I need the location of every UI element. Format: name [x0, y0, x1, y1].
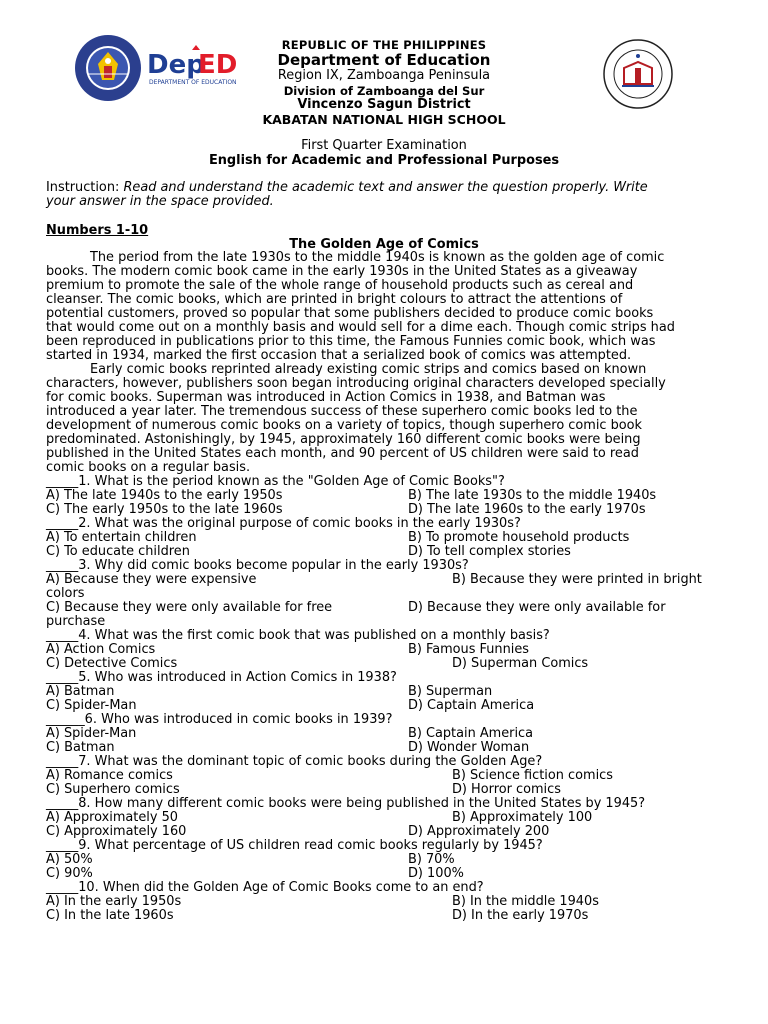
option-d: D) The late 1960s to the early 1970s [408, 502, 646, 517]
instruction-lead: Instruction: [46, 180, 124, 195]
republic-line: REPUBLIC OF THE PHILIPPINES [281, 38, 487, 52]
option-d: D) Wonder Woman [408, 740, 530, 755]
options-row [46, 545, 736, 559]
option-c: C) Superhero comics [46, 782, 180, 797]
letterhead-text [150, 38, 618, 127]
department-line: Department of Education [277, 51, 491, 70]
passage-line: potential customers, proved so popular that some publishers decided to produce comic books [46, 305, 654, 321]
option-b: B) Science fiction comics [452, 768, 613, 783]
options-row [46, 783, 736, 797]
passage-line: Early comic books reprinted already existing comic strips and comics based on known [90, 362, 647, 377]
option-b: B) 70% [408, 852, 455, 867]
passage-paragraph-1 [46, 251, 736, 363]
option-b: B) To promote household products [408, 530, 630, 545]
option-a: A) 50% [46, 852, 93, 867]
options-row [46, 909, 736, 923]
passage-line: predominated. Astonishingly, by 1945, approximately 160 different comic books were being [46, 431, 641, 447]
passage-line: been reproduced in publications prior to this time, the Famous Funnies comic book, which was [46, 333, 656, 349]
option-d: D) Superman Comics [452, 656, 589, 671]
option-d: D) Approximately 200 [408, 824, 550, 839]
option-c: C) Because they were only available for free [46, 600, 333, 615]
options-row [46, 503, 736, 517]
passage-line: characters, however, publishers soon began introducing original characters developed specially [46, 375, 666, 391]
passage-line: The period from the late 1930s to the middle 1940s is known as the golden age of comic [90, 250, 665, 265]
option-a: A) The late 1940s to the early 1950s [46, 488, 283, 503]
passage-title: The Golden Age of Comics [289, 237, 479, 252]
option-c: C) Approximately 160 [46, 824, 187, 839]
option-a: A) To entertain children [46, 530, 197, 545]
option-a: A) Romance comics [46, 768, 173, 783]
passage-line: introduced a year later. The tremendous success of these superhero comic books led to the [46, 403, 638, 419]
question-6: ______6. Who was introduced in comic books in 1939? [46, 712, 393, 727]
question-list [46, 475, 736, 923]
option-b-continued: colors [46, 586, 85, 601]
option-a: A) In the early 1950s [46, 894, 182, 909]
options-row [46, 601, 736, 615]
deped-seal-icon [74, 34, 142, 102]
question-1: _____1. What is the period known as the "Golden Age of Comic Books"? [46, 474, 505, 489]
option-c: C) Batman [46, 740, 115, 755]
question-9: _____9. What percentage of US children read comic books regularly by 1945? [46, 838, 543, 853]
option-b: B) Captain America [408, 726, 534, 741]
question-2: _____2. What was the original purpose of comic books in the early 1930s? [46, 516, 521, 531]
options-row [46, 867, 736, 881]
question-8: _____8. How many different comic books were being published in the United States by 1945? [46, 796, 646, 811]
option-a: A) Because they were expensive [46, 572, 257, 587]
options-row [46, 727, 736, 741]
options-row [46, 741, 736, 755]
district-line: Vincenzo Sagun District [297, 97, 471, 113]
svg-text:Dep: Dep [147, 50, 205, 80]
exam-heading [0, 139, 768, 168]
option-b: B) In the middle 1940s [452, 894, 599, 909]
option-d: D) Because they were only available for [408, 600, 666, 615]
option-a: A) Action Comics [46, 642, 156, 657]
options-row [46, 853, 736, 867]
options-row [46, 685, 736, 699]
option-d: D) Captain America [408, 698, 535, 713]
region-line: Region IX, Zamboanga Peninsula [277, 68, 491, 84]
question-3: _____3. Why did comic books become popular in the early 1930s? [46, 558, 469, 573]
passage-line: premium to promote the sale of the whole range of household products such as cereal and [46, 277, 634, 293]
school-line: KABATAN NATIONAL HIGH SCHOOL [262, 111, 506, 127]
svg-text:ED: ED [198, 50, 238, 80]
option-d: D) 100% [408, 866, 464, 881]
options-row [46, 573, 736, 587]
options-row [46, 769, 736, 783]
options-row [46, 643, 736, 657]
school-seal-icon [602, 38, 674, 110]
option-c: C) To educate children [46, 544, 190, 559]
option-b: B) The late 1930s to the middle 1940s [408, 488, 657, 503]
instruction-line-1: Read and understand the academic text and answer the question properly. Write [123, 180, 648, 195]
section-numbers: Numbers 1-10 [46, 223, 149, 238]
option-c: C) 90% [46, 866, 93, 881]
option-c: C) Spider-Man [46, 698, 137, 713]
options-row [46, 825, 736, 839]
options-row [46, 657, 736, 671]
exam-subject: English for Academic and Professional Purposes [208, 152, 560, 168]
passage-line: that would come out on a monthly basis and would sell for a dime each. Though comic strips had [46, 319, 675, 335]
option-b: B) Superman [408, 684, 493, 699]
option-d: D) Horror comics [452, 782, 561, 797]
instruction-line-2: your answer in the space provided. [46, 194, 274, 210]
options-row [46, 895, 736, 909]
passage-line: cleanser. The comic books, which are printed in bright colours to attract the attentions of [46, 291, 623, 307]
option-d: D) To tell complex stories [408, 544, 571, 559]
passage-paragraph-2 [46, 363, 736, 475]
option-a: A) Spider-Man [46, 726, 137, 741]
options-row [46, 489, 736, 503]
division-line: Division of Zamboanga del Sur [283, 83, 485, 98]
option-b: B) Because they were printed in bright [452, 572, 702, 587]
option-c: C) Detective Comics [46, 656, 178, 671]
options-row [46, 811, 736, 825]
passage-line: published in the United States each month, and 90 percent of US children were said to read [46, 445, 639, 461]
option-d: D) In the early 1970s [452, 908, 589, 923]
option-c: C) The early 1950s to the late 1960s [46, 502, 283, 517]
option-a: A) Batman [46, 684, 115, 699]
instruction [46, 181, 736, 210]
passage-line: books. The modern comic book came in the early 1930s in the United States as a giveaway [46, 263, 638, 279]
letterhead [0, 34, 768, 134]
option-c: C) In the late 1960s [46, 908, 174, 923]
options-row [46, 699, 736, 713]
passage-line: development of numerous comic books on a variety of topics, though superhero comic book [46, 417, 643, 433]
option-a: A) Approximately 50 [46, 810, 178, 825]
exam-title: First Quarter Examination [301, 138, 467, 153]
svg-text:DEPARTMENT OF EDUCATION: DEPARTMENT OF EDUCATION [149, 79, 237, 86]
passage-line: for comic books. Superman was introduced in Action Comics in 1938, and Batman was [46, 389, 606, 405]
option-b: B) Approximately 100 [452, 810, 593, 825]
option-d-continued: purchase [46, 614, 106, 629]
option-b: B) Famous Funnies [408, 642, 529, 657]
question-7: _____7. What was the dominant topic of comic books during the Golden Age? [46, 754, 543, 769]
question-4: _____4. What was the first comic book that was published on a monthly basis? [46, 628, 550, 643]
passage-line: started in 1934, marked the first occasion that a serialized book of comics was attempted. [46, 347, 632, 363]
options-row [46, 531, 736, 545]
passage-line: comic books on a regular basis. [46, 459, 251, 475]
question-5: _____5. Who was introduced in Action Comics in 1938? [46, 670, 397, 685]
question-10: _____10. When did the Golden Age of Comic Books come to an end? [46, 880, 484, 895]
